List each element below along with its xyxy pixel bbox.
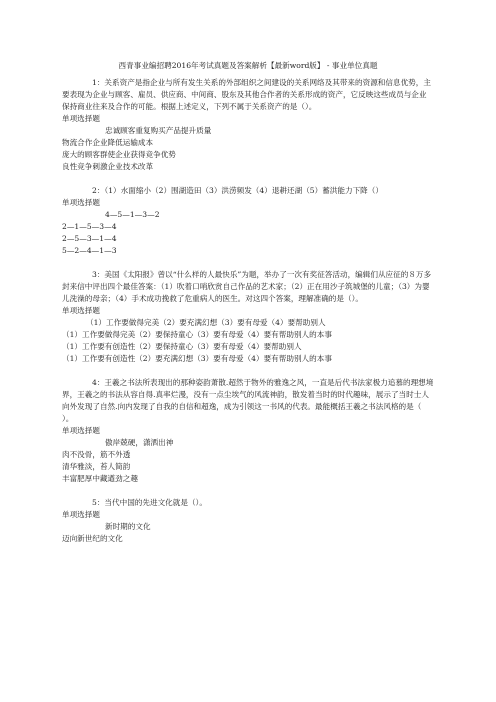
question-stem: 5：当代中国的先进文化就是（）。 xyxy=(92,498,207,507)
option[interactable]: 4—5—1—3—2 xyxy=(105,210,160,219)
question-stem: 4：王羲之书法所表现出的那种姿韵萧散.超然于物外的雅逸之风，一直是后代书法家极力追慕的理想境界，王羲之的书法从容自得.真率烂漫，没有一点尘埃气的风流神韵，散发着当时的时代趣味，展示了当时士人向外发现了自然.向内发现了自我的自信和超逸，成为引领这一书风的代表。最能概括王羲之书法风格的是（ ）。 xyxy=(62,378,434,423)
option[interactable]: 2—1—5—3—4 xyxy=(62,222,117,231)
question-3 xyxy=(62,269,434,365)
option[interactable]: 2—5—3—1—4 xyxy=(62,234,117,243)
page-title: 西青事业编招聘2016年考试真题及答案解析【最新word版】 - 事业单位真题 xyxy=(118,61,378,70)
option[interactable]: 傲岸兢硬，潇洒出神 xyxy=(105,438,174,447)
question-type: 单项选择题 xyxy=(62,114,100,123)
question-stem: 2：（1）水面缩小（2）围湖造田（3）洪涝频发（4）退耕还湖（5）蓄洪能力下降（） xyxy=(92,186,383,195)
option[interactable]: （1）工作要有创造性（2）要保持童心（3）要有母爱（4）要帮助别人 xyxy=(62,342,302,351)
option[interactable]: 清华雅淡，苔人简韵 xyxy=(62,462,131,471)
option[interactable]: （1）工作要有创造性（2）要充满幻想（3）要有母爱（4）要有帮助别人的本事 xyxy=(62,354,332,363)
question-type: 单项选择题 xyxy=(62,306,100,315)
question-1 xyxy=(62,77,434,173)
question-list xyxy=(62,77,434,545)
option[interactable]: （1）工作要做得完美（2）要保持童心（3）要有母爱（4）要有帮助别人的本事 xyxy=(62,330,332,339)
question-2 xyxy=(62,185,434,257)
question-type: 单项选择题 xyxy=(62,510,100,519)
option[interactable]: 庞大的顾客群使企业获得竞争优势 xyxy=(62,150,176,159)
option[interactable]: （1）工作要做得完美（2）要充满幻想（3）要有母爱（4）要帮助别人 xyxy=(86,318,326,327)
question-5 xyxy=(62,497,434,545)
question-type: 单项选择题 xyxy=(62,198,100,207)
option[interactable]: 丰富肥厚中藏遒劲之趣 xyxy=(62,474,138,483)
question-4 xyxy=(62,377,434,485)
option[interactable]: 物流合作企业降低运输成本 xyxy=(62,138,154,147)
option[interactable]: 新时期的文化 xyxy=(105,522,151,531)
question-stem: 3：美国《太阳报》曾以“什么样的人最快乐”为题，举办了一次有奖征答活动，编辑们从应征的８万多封来信中评出四个最佳答案：（1）吹着口哨欣赏自己作品的艺术家；（2）正在用沙子筑城堡的儿童；（3）为婴儿洗澡的母亲；（4）手术成功挽救了危重病人的医生。对这四个答案，理解准确的是（）。 xyxy=(62,270,432,303)
option[interactable]: 5—2—4—1—3 xyxy=(62,246,117,255)
option[interactable]: 忠诚顾客重复购买产品提升质量 xyxy=(105,126,212,135)
option[interactable]: 肉不没骨，筋不外透 xyxy=(62,450,131,459)
question-stem: 1：关系资产是指企业与所有发生关系的外部组织之间建设的关系网络及其带来的资源和信息优势，主要表现为企业与顾客、雇员、供应商、中间商、股东及其他合作者的关系形成的资产，它反映这些成员与企业保持商业往来及合作的可能。根据上述定义，下列不属于关系资产的是（）。 xyxy=(62,78,431,111)
option[interactable]: 良性竞争刺激企业技术改革 xyxy=(62,162,154,171)
question-type: 单项选择题 xyxy=(62,426,100,435)
option[interactable]: 迈向新世纪的文化 xyxy=(62,534,123,543)
